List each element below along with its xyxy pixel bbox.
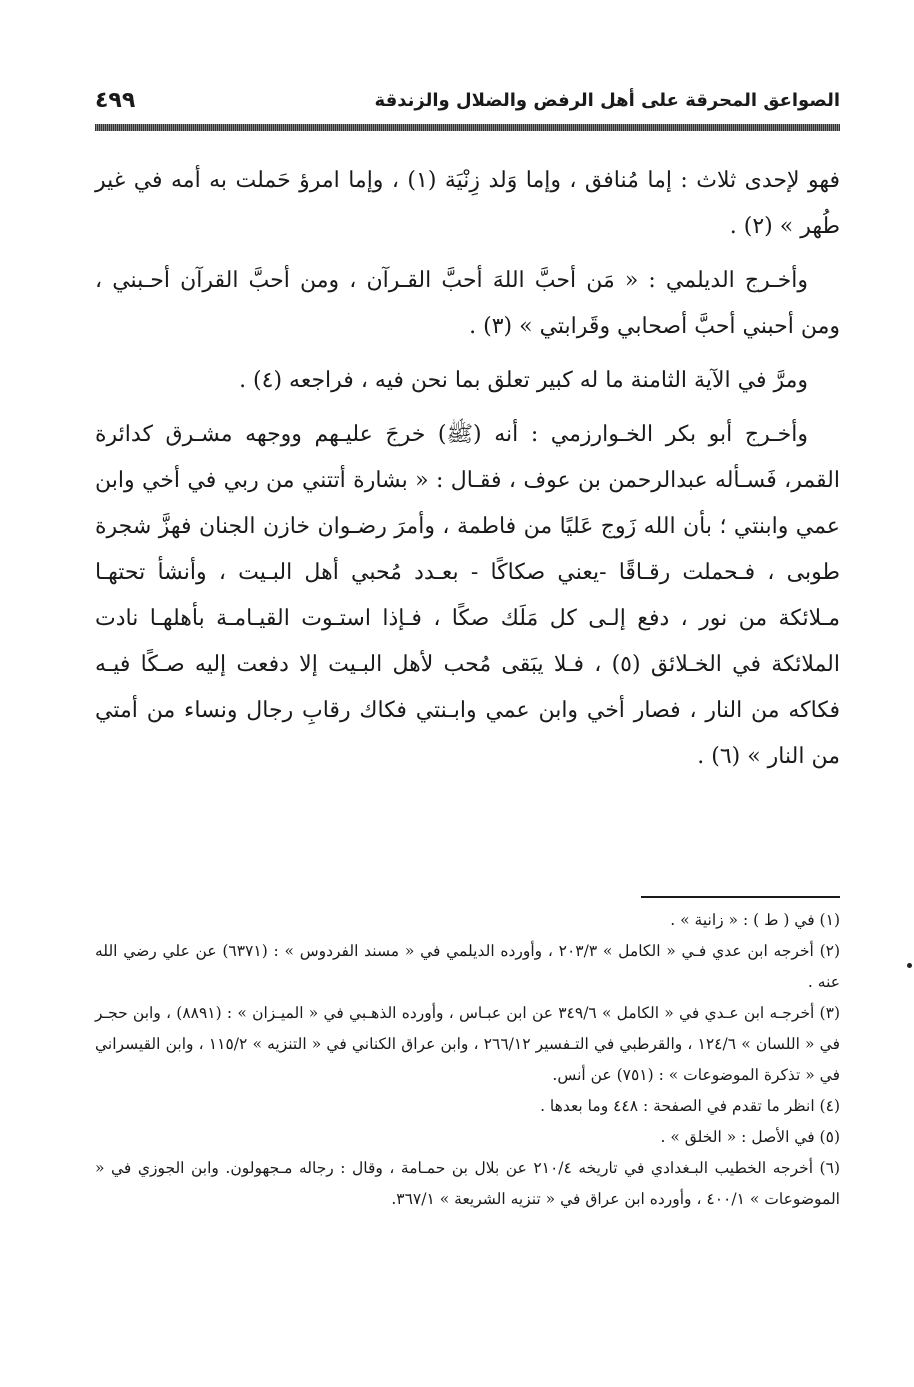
paragraph: ومرَّ في الآية الثامنة ما له كبير تعلق بما نحن فيه ، فراجعه (٤) . <box>239 368 808 393</box>
running-header <box>95 82 840 118</box>
footnote: (٥) في الأصل : « الخلق » . <box>660 1128 840 1146</box>
footnote: (٦) أخرجه الخطيب البـغدادي في تاريخه ٢١٠/٤ عن بلال بن حمـامة ، وقال : رجاله مـجهولون. وابن الجوزي في « الموضوعات » ٤٠٠/١ ، وأورده ابن عراق في « تنزيه الشريعة » ٣٦٧/١. <box>95 1159 840 1208</box>
footnote: (١) في ( ط ) : « زانية » . <box>670 911 840 929</box>
footnote-separator <box>641 896 840 898</box>
footnotes <box>95 905 840 1215</box>
paragraph: وأخـرج أبو بكر الخـوارزمي : أنه (ﷺ) خرجَ عليـهم ووجهه مشـرق كدائرة القمر، فَسـأله عبدالرحمن بن عوف ، فقـال : « بشارة أتتني من ربي في أخي وابن عمي وابنتي ؛ بأن الله زَوج عَليًا من فاطمة ، وأمرَ رضـوان خازن الجنان فهزَّ شجرة طوبى ، فـحملت رقـاقًا -يعني صكاكًا - بعـدد مُحبي أهل البـيت ، وأنشأ تحتهـا مـلائكة من نور ، دفع إلـى كل مَلَك صكًا ، فـإذا استـوت القيـامـة بأهلهـا نادت الملائكة في الخـلائق (٥) ، فـلا يبَقى مُحب لأهل البـيت إلا دفعت إليه صـكًا فيـه فكاكه من النار ، فصار أخي وابن عمي وابـنتي فكاك رقابِ رجال ونساء من أمتي من النار » (٦) . <box>95 422 840 769</box>
page-number: ٤٩٩ <box>95 87 136 113</box>
footnote: (٢) أخرجه ابن عدي فـي « الكامل » ٢٠٣/٣ ، وأورده الديلمي في « مسند الفردوس » : (٦٣٧١) عن علي رضي الله عنه . <box>95 942 841 991</box>
running-title: الصواعق المحرقة على أهل الرفض والضلال والزندقة <box>374 89 840 111</box>
footnote: (٣) أخرجـه ابن عـدي في « الكامل » ٣٤٩/٦ عن ابن عبـاس ، وأورده الذهـبي في « الميـزان » : (٨٨٩١) ، وابن حجـر في « اللسان » ١٢٤/٦ ، والقرطبي في التـفسير ٢٦٦/١٢ ، وابن عراق الكناني في « التنزيه » ١١٥/٢ ، وابن القيسراني في « تذكرة الموضوعات » : (٧٥١) عن أنس. <box>95 1004 840 1084</box>
margin-mark <box>907 963 912 968</box>
paragraph: وأخـرج الديلمي : « مَن أحبَّ اللهَ أحبَّ القـرآن ، ومن أحبَّ القرآن أحـبني ، ومن أحبني أحبَّ أصحابي وقَرابتي » (٣) . <box>95 268 840 339</box>
paragraph: فهو لإحدى ثلاث : إما مُنافق ، وإما وَلد زِنْيَة (١) ، وإما امرؤ حَملت به أمه في غير طُهر » (٢) . <box>95 168 840 239</box>
footnote: (٤) انظر ما تقدم في الصفحة : ٤٤٨ وما بعدها . <box>540 1097 840 1115</box>
header-rule <box>95 124 840 131</box>
main-text <box>95 158 840 780</box>
